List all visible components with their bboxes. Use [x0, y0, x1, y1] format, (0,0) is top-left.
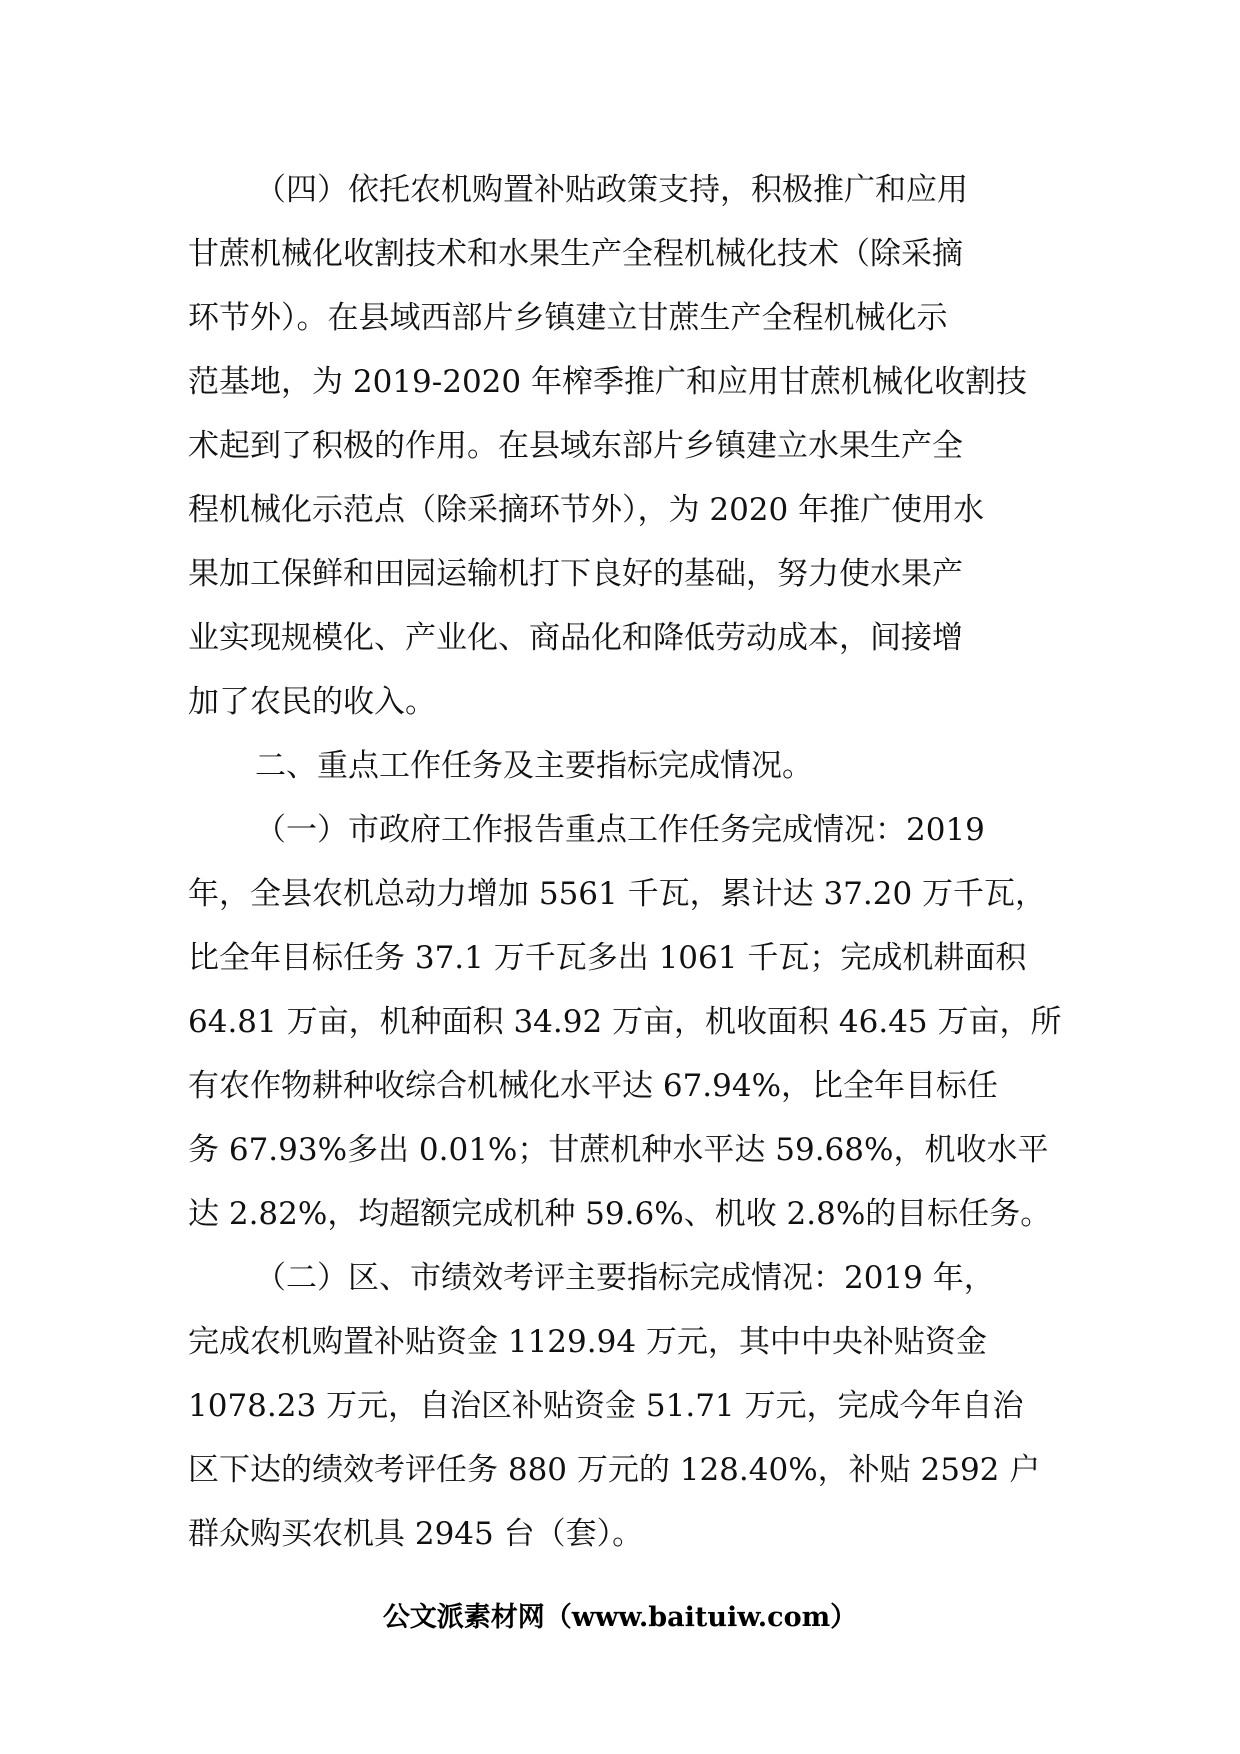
paragraph-4-line-5: 术起到了积极的作用。在县域东部片乡镇建立水果生产全: [188, 428, 963, 464]
subsection-1-line-5: 有农作物耕种收综合机械化水平达 67.94%，比全年目标任: [188, 1068, 999, 1104]
subsection-1-line-4: 64.81 万亩，机种面积 34.92 万亩，机收面积 46.45 万亩，所: [188, 1004, 1062, 1040]
paragraph-4-line-9: 加了农民的收入。: [188, 684, 436, 720]
paragraph-4-line-3: 环节外）。在县域西部片乡镇建立甘蔗生产全程机械化示: [188, 300, 948, 336]
subsection-2-line-3: 1078.23 万元，自治区补贴资金 51.71 万元，完成今年自治: [188, 1388, 1024, 1424]
subsection-2-line-1: （二）区、市绩效考评主要指标完成情况：2019 年，: [255, 1260, 995, 1296]
paragraph-4-line-4: 范基地，为 2019-2020 年榨季推广和应用甘蔗机械化收割技: [188, 364, 1027, 400]
paragraph-4-line-6: 程机械化示范点（除采摘环节外），为 2020 年推广使用水: [188, 492, 985, 528]
subsection-1-line-1: （一）市政府工作报告重点工作任务完成情况：2019: [255, 812, 985, 848]
subsection-2-line-4: 区下达的绩效考评任务 880 万元的 128.40%，补贴 2592 户: [188, 1452, 1041, 1488]
paragraph-4-line-8: 业实现规模化、产业化、商品化和降低劳动成本，间接增: [188, 620, 963, 656]
footer-watermark: 公文派素材网（www.baituiw.com）: [382, 1602, 858, 1633]
subsection-2-line-5: 群众购买农机具 2945 台（套）。: [188, 1516, 644, 1552]
subsection-1-line-6: 务 67.93%多出 0.01%；甘蔗机种水平达 59.68%，机收水平: [188, 1132, 1049, 1168]
subsection-1-line-2: 年，全县农机总动力增加 5561 千瓦，累计达 37.20 万千瓦，: [188, 876, 1047, 912]
section-heading: 二、重点工作任务及主要指标完成情况。: [255, 748, 813, 784]
paragraph-4-line-1: （四）依托农机购置补贴政策支持，积极推广和应用: [255, 172, 968, 208]
subsection-1-line-3: 比全年目标任务 37.1 万千瓦多出 1061 千瓦；完成机耕面积: [188, 940, 1027, 976]
paragraph-4-line-7: 果加工保鲜和田园运输机打下良好的基础，努力使水果产: [188, 556, 963, 592]
paragraph-4-line-2: 甘蔗机械化收割技术和水果生产全程机械化技术（除采摘: [188, 236, 963, 272]
subsection-1-line-7: 达 2.82%，均超额完成机种 59.6%、机收 2.8%的目标任务。: [188, 1196, 1052, 1232]
subsection-2-line-2: 完成农机购置补贴资金 1129.94 万元，其中中央补贴资金: [188, 1324, 987, 1360]
